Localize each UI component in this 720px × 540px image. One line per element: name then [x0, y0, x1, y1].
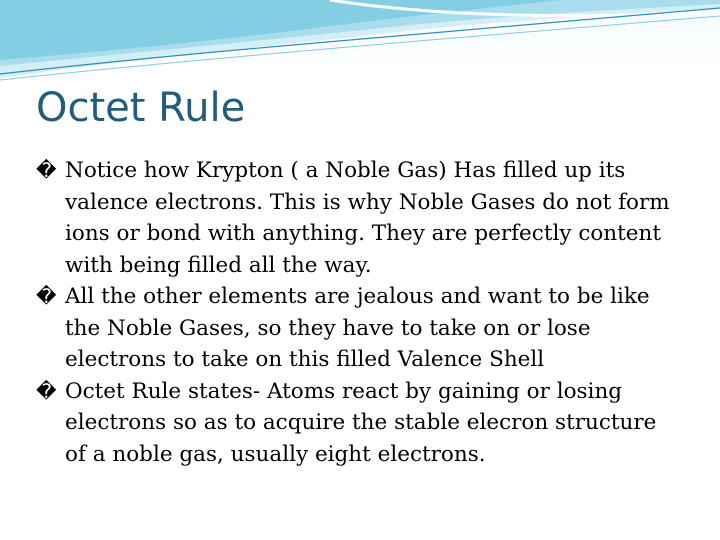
bullet-item — [36, 376, 676, 471]
bullet-marker-icon: � — [36, 158, 57, 182]
bullet-marker-icon: � — [36, 284, 57, 308]
bullet-item — [36, 155, 676, 281]
bullet-text: Octet Rule states- Atoms react by gaining or losing electrons so as to acquire the stable elecron structure of a noble gas, usually eight electrons. — [65, 378, 657, 467]
bullet-list — [36, 155, 676, 470]
bullet-text: All the other elements are jealous and want to be like the Noble Gases, so they have to take on or lose electrons to take on this filled Valence Shell — [65, 284, 650, 372]
bullet-item — [36, 281, 676, 376]
bullet-text: Notice how Krypton ( a Noble Gas) Has filled up its valence electrons. This is why Noble Gases do not form ions or bond with anything. They are perfectly content with being filled all the way. — [65, 158, 670, 278]
bullet-marker-icon: � — [36, 378, 57, 403]
slide-title: Octet Rule — [36, 85, 246, 131]
header-wave-decoration — [0, 0, 720, 90]
